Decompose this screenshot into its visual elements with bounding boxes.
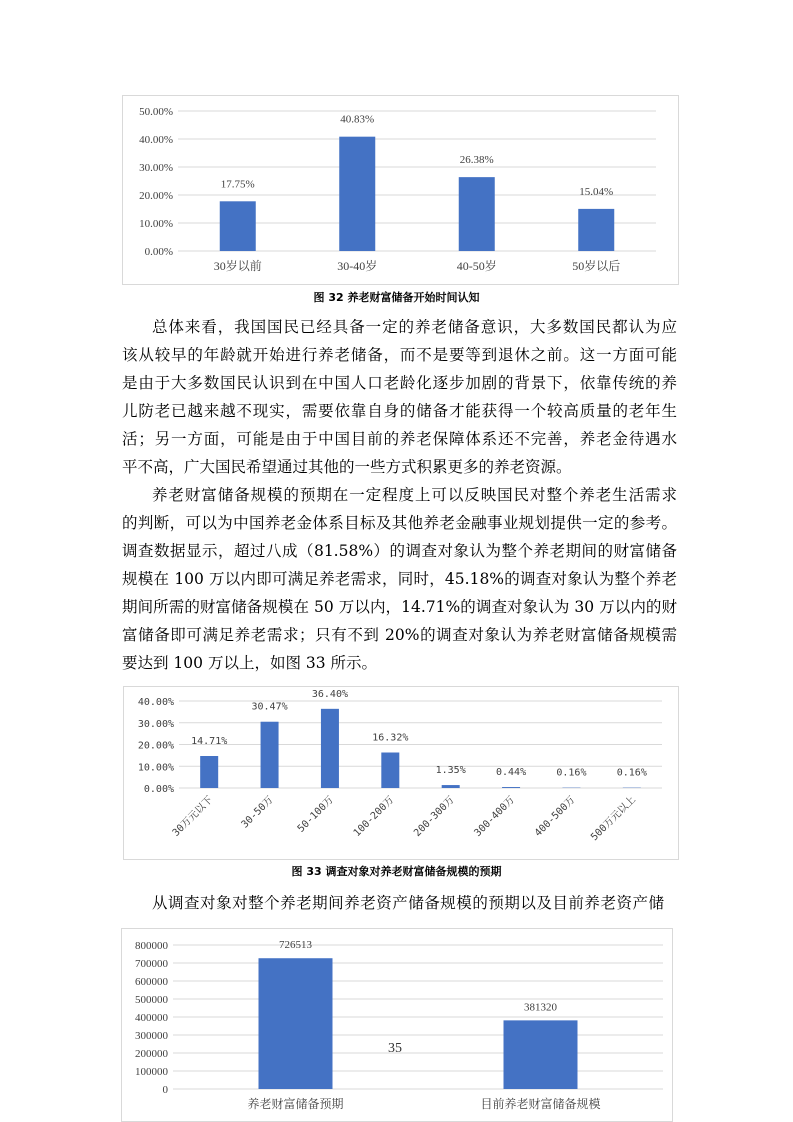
y-tick-label: 0.00% [143,784,174,795]
bar [220,201,256,251]
x-tick-label: 100-200万 [351,794,397,840]
x-tick-label: 50-100万 [295,794,337,835]
y-tick-label: 10.00% [139,218,173,230]
x-tick-label: 30万元以下 [170,794,216,839]
text-line: 富储备即可满足养老需求；只有不到 20%的调查对象认为养老财富储备规模需 [122,626,677,644]
x-tick-label: 300-400万 [472,794,518,840]
y-tick-label: 40.00% [137,697,174,708]
figure-34-chart [121,928,673,1122]
y-tick-label: 40.00% [139,134,173,146]
x-tick-label: 养老财富储备预期 [247,1097,344,1111]
y-tick-label: 700000 [135,958,168,970]
y-tick-label: 0 [162,1084,168,1096]
y-tick-label: 20.00% [139,190,173,202]
y-tick-label: 300000 [135,1030,168,1042]
data-label: 16.32% [372,732,409,744]
y-tick-label: 30.00% [139,162,173,174]
bar [504,1020,578,1089]
text-line: 活；另一方面，可能是由于中国目前的养老保障体系还不完善，养老金待遇水 [122,430,677,448]
x-tick-label: 200-300万 [412,794,457,840]
x-tick-label: 30-40岁 [337,259,378,273]
y-tick-label: 600000 [135,976,168,988]
text-line: 规模在 100 万以内即可满足养老需求，同时，45.18%的调查对象认为整个养老 [122,570,677,588]
bar [442,785,460,788]
x-tick-label: 400-500万 [532,794,578,840]
text-line: 的判断，可以为中国养老金体系目标及其他养老金融事业规划提供一定的参考。 [122,514,677,532]
bar [321,709,339,788]
text-line: 平不高，广大国民希望通过其他的一些方式积累更多的养老资源。 [122,458,572,476]
figure-33-caption: 图 33 调查对象对养老财富储备规模的预期 [291,865,502,878]
figure-32-chart [122,95,679,285]
bar [261,722,279,788]
bar [459,177,495,251]
x-tick-label: 500万元以上 [589,794,638,844]
y-tick-label: 0.00% [144,246,173,258]
bar [200,756,218,788]
data-label: 15.04% [579,185,614,198]
data-label: 1.35% [435,765,466,777]
x-tick-label: 目前养老财富储备规模 [480,1097,601,1111]
text-line: 儿防老已越来越不现实，需要依靠自身的储备才能获得一个较高质量的老年生 [122,402,677,420]
text-line: 要达到 100 万以上，如图 33 所示。 [122,654,378,672]
chart-svg [122,929,672,1121]
data-label: 0.44% [496,767,527,779]
data-label: 30.47% [251,701,288,713]
data-label: 14.71% [191,736,228,748]
chart-svg [123,96,678,284]
data-label: 40.83% [340,113,375,126]
y-tick-label: 20.00% [137,740,174,752]
y-tick-label: 50.00% [139,106,173,118]
chart-svg [124,687,678,859]
bar [259,958,333,1089]
figure-33-chart [123,686,679,860]
y-tick-label: 200000 [135,1048,168,1060]
data-label: 26.38% [459,154,494,167]
y-tick-label: 400000 [135,1012,168,1024]
text-line: 该从较早的年龄就开始进行养老储备，而不是要等到退休之前。这一方面可能 [122,346,677,364]
data-label: 726513 [279,939,312,952]
y-tick-label: 800000 [135,940,168,952]
x-tick-label: 30-50万 [239,794,276,831]
text-line: 期间所需的财富储备规模在 50 万以内，14.71%的调查对象认为 30 万以内的财 [122,598,677,616]
x-tick-label: 50岁以后 [572,259,621,273]
data-label: 17.75% [220,178,255,191]
figure-32-caption: 图 32 养老财富储备开始时间认知 [313,291,480,304]
x-tick-label: 40-50岁 [456,259,497,273]
y-tick-label: 500000 [135,994,168,1006]
bar [381,753,399,788]
data-label: 381320 [524,1001,557,1014]
x-tick-label: 30岁以前 [213,259,262,273]
bar [578,209,614,251]
y-tick-label: 10.00% [137,762,174,774]
text-line: 是由于大多数国民认识到在中国人口老龄化逐步加剧的背景下，依靠传统的养 [122,374,677,392]
text-line: 养老财富储备规模的预期在一定程度上可以反映国民对整个养老生活需求 [152,486,677,504]
text-line: 从调查对象对整个养老期间养老资产储备规模的预期以及目前养老资产储 [152,894,664,912]
text-line: 调查数据显示，超过八成（81.58%）的调查对象认为整个养老期间的财富储备 [122,542,677,560]
bar [502,787,520,788]
y-tick-label: 30.00% [137,718,174,730]
data-label: 0.16% [616,767,647,779]
text-line: 总体来看，我国国民已经具备一定的养老储备意识，大多数国民都认为应 [152,318,677,336]
y-tick-label: 100000 [135,1066,168,1078]
bar [339,137,375,251]
data-label: 0.16% [556,767,587,779]
page-number: 35 [388,1041,402,1056]
data-label: 36.40% [311,688,348,700]
